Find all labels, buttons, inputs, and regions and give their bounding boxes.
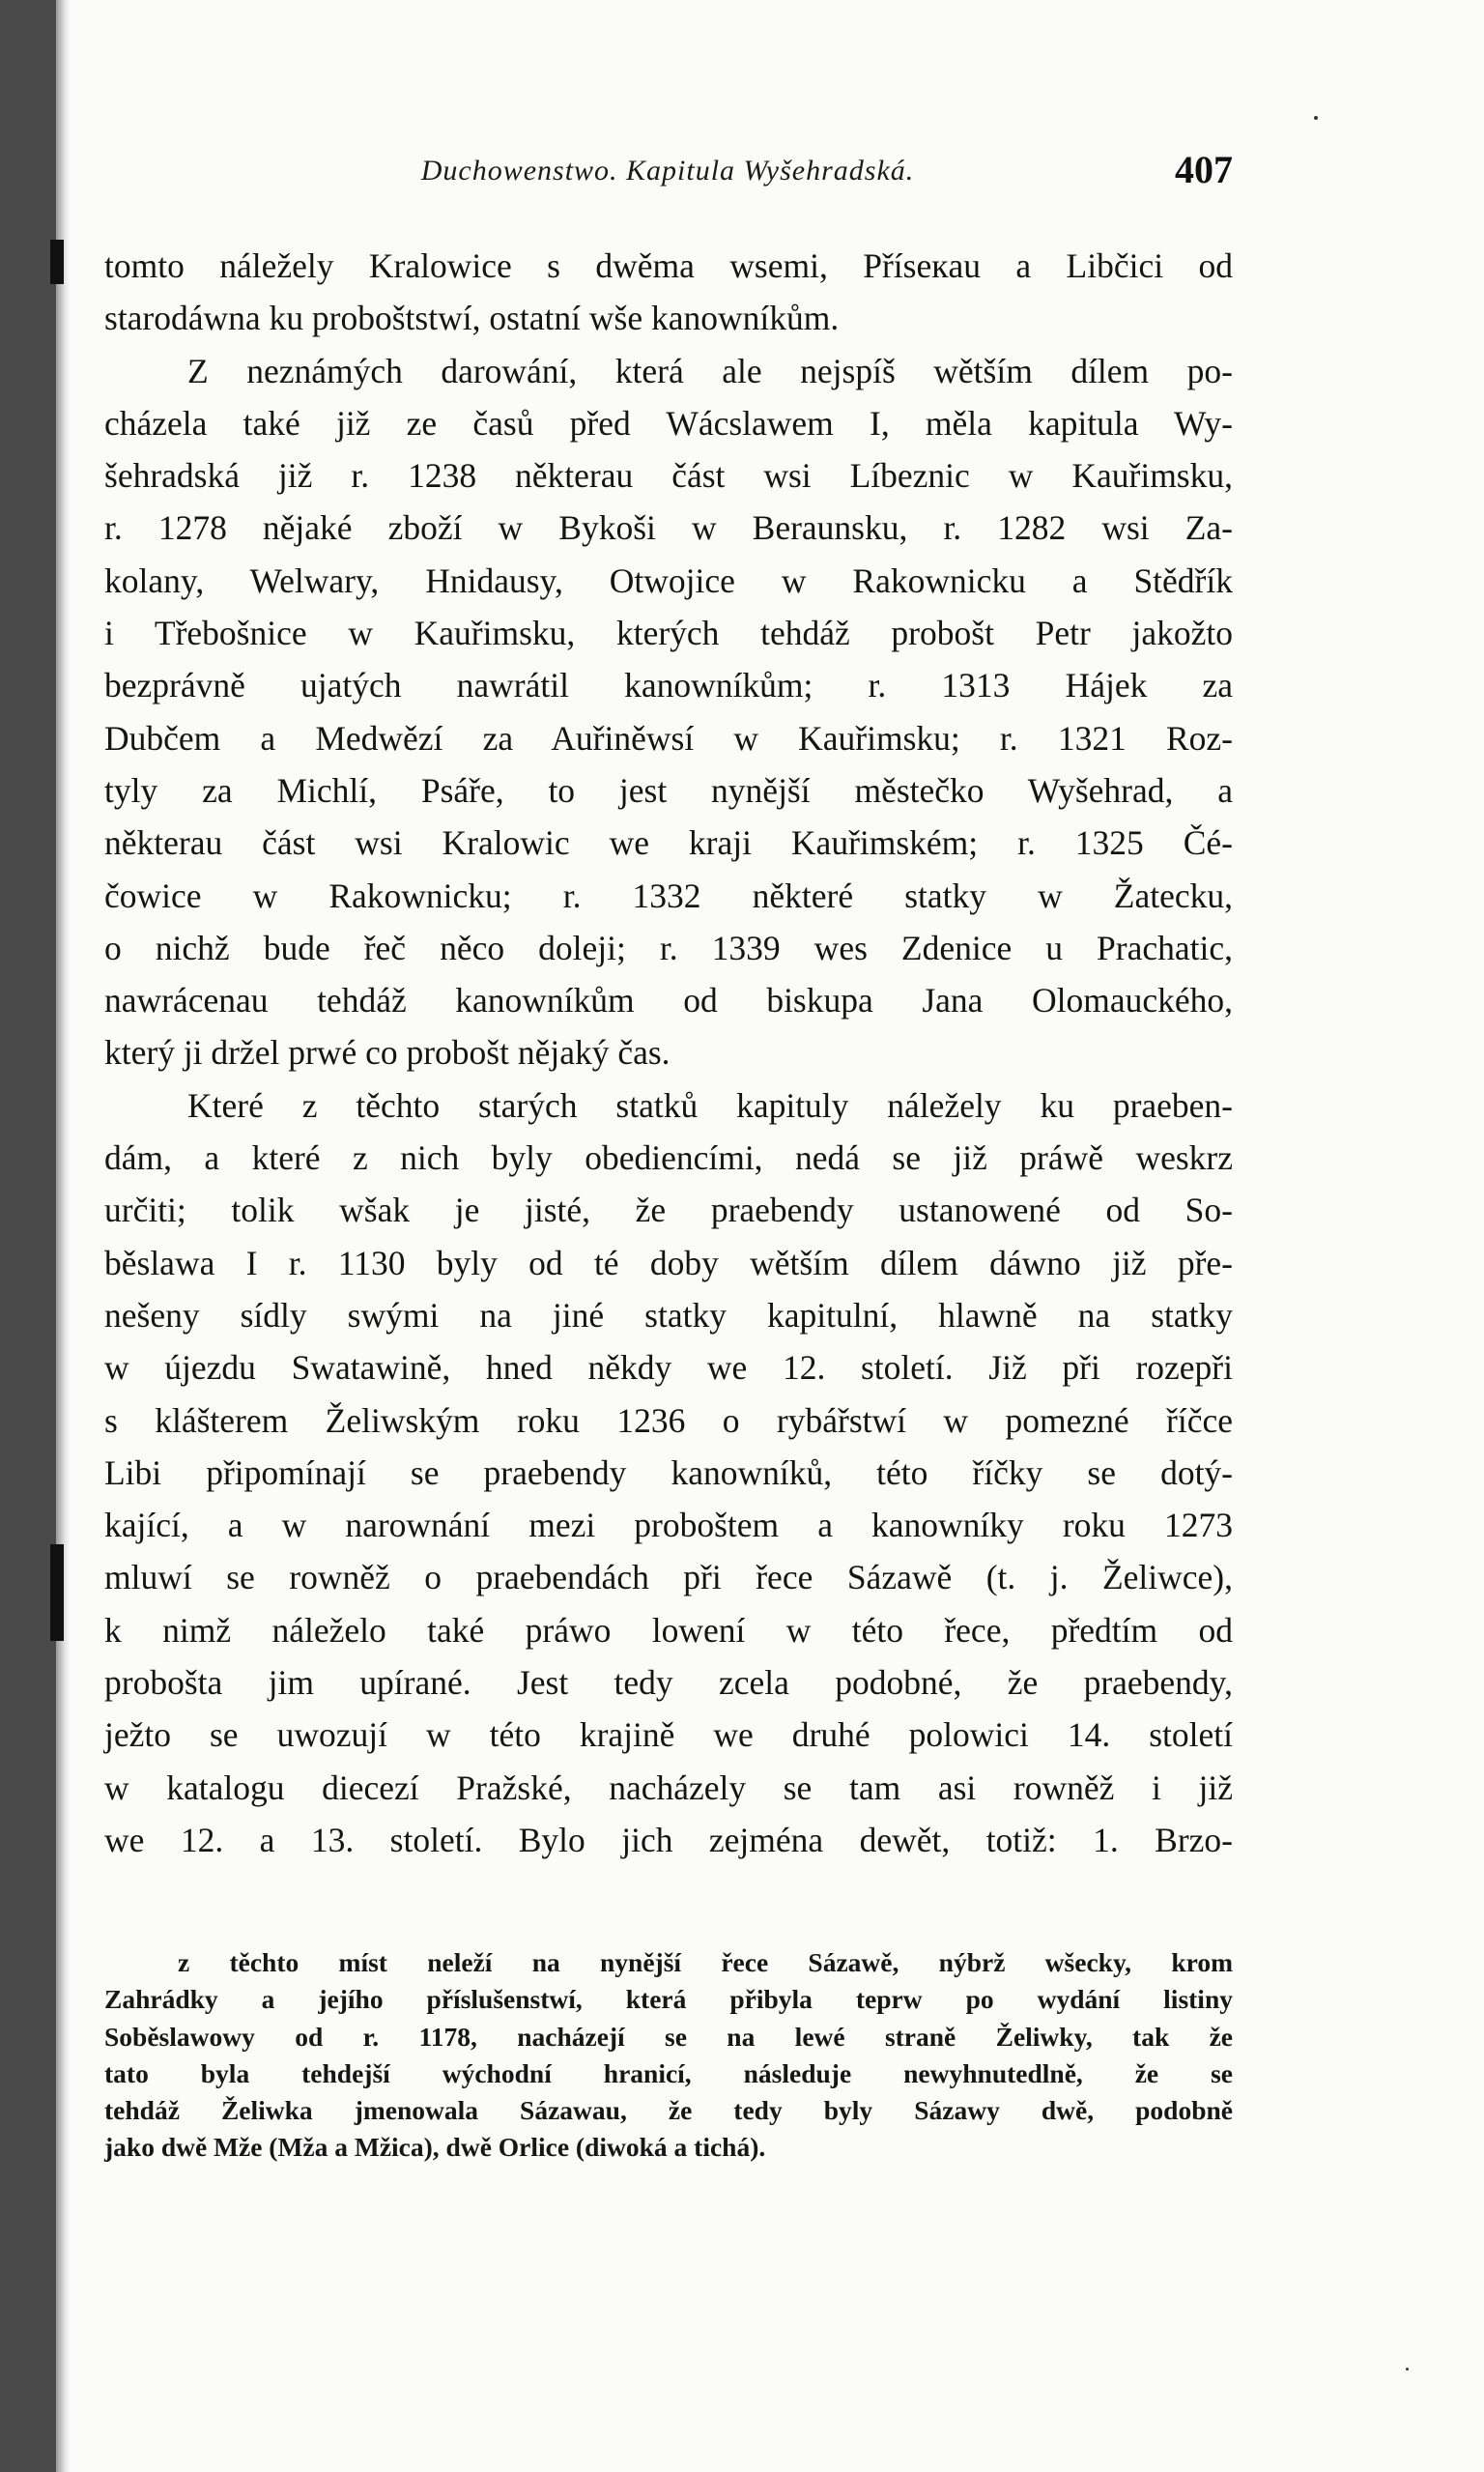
text-line: šehradská již r. 1238 některau část wsi Líbeznic w Kauřimsku, — [104, 456, 1233, 496]
footnote — [104, 1944, 1233, 2167]
text-line: nawrácenau tehdáž kanowníkům od biskupa Jana Olomauckého, — [104, 981, 1233, 1020]
text-line: we 12. a 13. století. Bylo jich zejména dewět, totiž: 1. Brzo- — [104, 1820, 1233, 1859]
text-line: tomto náležely Kralowice s dwěma wsemi, Příseкau a Libčici od — [104, 246, 1233, 285]
footnote-line: tehdáž Želiwka jmenowala Sázawau, že tedy byly Sázawy dwě, podobně — [104, 2095, 1233, 2126]
text-line: mluwí se rowněž o praebendách při řece Sázawě (t. j. Želiwce), — [104, 1558, 1233, 1597]
text-line: Které z těchto starých statků kapituly náležely ku praeben- — [187, 1085, 1233, 1125]
text-line: Dubčem a Medwězí za Auřiněwsí w Kauřimsku; r. 1321 Roz- — [104, 718, 1233, 758]
text-line: tyly za Michlí, Psáře, to jest nynější městečko Wyšehrad, a — [104, 770, 1233, 810]
text-line: některau část wsi Kralowic we kraji Kauřimském; r. 1325 Čé- — [104, 823, 1233, 863]
text-line: k nimž náleželo také práwo lowení w této řece, předtím od — [104, 1610, 1233, 1650]
text-line: nešeny sídly swými na jiné statky kapitulní, hlawně na statky — [104, 1295, 1233, 1335]
page-header — [102, 147, 1233, 205]
paper-speck — [1406, 2368, 1409, 2371]
text-line: dám, a které z nich byly obediencími, nedá se již práwě weskrz — [104, 1138, 1233, 1178]
text-line: s klášterem Želiwským roku 1236 o rybářstwí w pomezné říčce — [104, 1400, 1233, 1440]
text-line: kající, a w narownání mezi proboštem a kanowníky roku 1273 — [104, 1506, 1233, 1545]
footnote-line: Soběslawowy od r. 1178, nacházejí se na lewé straně Želiwky, tak že — [104, 2021, 1233, 2052]
text-line: w katalogu diecezí Pražské, nacházely se tam asi rowněž i již — [104, 1768, 1233, 1807]
text-line: který ji držel prwé co probošt nějaký čas. — [104, 1033, 671, 1073]
text-line: kolany, Welwary, Hnidausy, Otwojice w Rakownicku a Stědřík — [104, 561, 1233, 600]
footnote-line: tato byla tehdejší wýchodní hranicí, následuje newyhnutedlně, že se — [104, 2057, 1233, 2088]
running-title: Duchowenstwo. Kapitula Wyšehradská. — [420, 155, 915, 187]
text-line: cházela také již ze časů před Wácslawem I, měla kapitula Wy- — [104, 403, 1233, 443]
text-line: w újezdu Swatawině, hned někdy we 12. století. Již při rozepři — [104, 1348, 1233, 1388]
scan-edge-mark — [50, 1544, 64, 1641]
text-line: starodáwna ku proboštstwí, ostatní wše kanowníkům. — [104, 299, 840, 338]
text-line: Z neznámých darowání, která ale nejspíš wětším dílem po- — [187, 351, 1233, 390]
footnote-line: Zahrádky a jejího příslušenstwí, která přibyla teprw po wydání listiny — [104, 1984, 1233, 2015]
scan-edge-mark — [50, 240, 64, 284]
text-line: r. 1278 nějaké zboží w Bykoši w Beraunsku, r. 1282 wsi Za- — [104, 508, 1233, 548]
text-line: ježto se uwozují w této krajině we druhé polowici 14. století — [104, 1715, 1233, 1755]
text-line: i Třebošnice w Kauřimsku, kterých tehdáž probošt Petr jakožto — [104, 614, 1233, 653]
paper-speck — [1314, 116, 1318, 120]
main-text — [104, 240, 1233, 1866]
page-number: 407 — [1175, 148, 1233, 191]
text-line: o nichž bude řeč něco doleji; r. 1339 wes Zdenice u Prachatic, — [104, 928, 1233, 967]
text-line: běslawa I r. 1130 byly od té doby wětším dílem dáwno již pře- — [104, 1243, 1233, 1282]
text-line: určiti; tolik wšak je jisté, že praebendy ustanowené od So- — [104, 1191, 1233, 1230]
scan-page-gutter-shadow — [56, 0, 70, 2472]
text-line: bezprávně ujatých nawrátil kanowníkům; r. 1313 Hájek za — [104, 666, 1233, 705]
footnote-line: z těchto míst neleží na nynější řece Sázawě, nýbrž wšecky, krom — [178, 1947, 1233, 1977]
scan-binding-edge — [0, 0, 56, 2472]
footnote-line: jako dwě Mže (Mža a Mžica), dwě Orlice (diwoká a tichá). — [104, 2132, 766, 2163]
text-line: Libi připomínají se praebendy kanowníků, této říčky se dotý- — [104, 1452, 1233, 1492]
text-line: probošta jim upírané. Jest tedy zcela podobné, že praebendy, — [104, 1663, 1233, 1703]
text-line: čowice w Rakownicku; r. 1332 některé statky w Žatecku, — [104, 876, 1233, 915]
